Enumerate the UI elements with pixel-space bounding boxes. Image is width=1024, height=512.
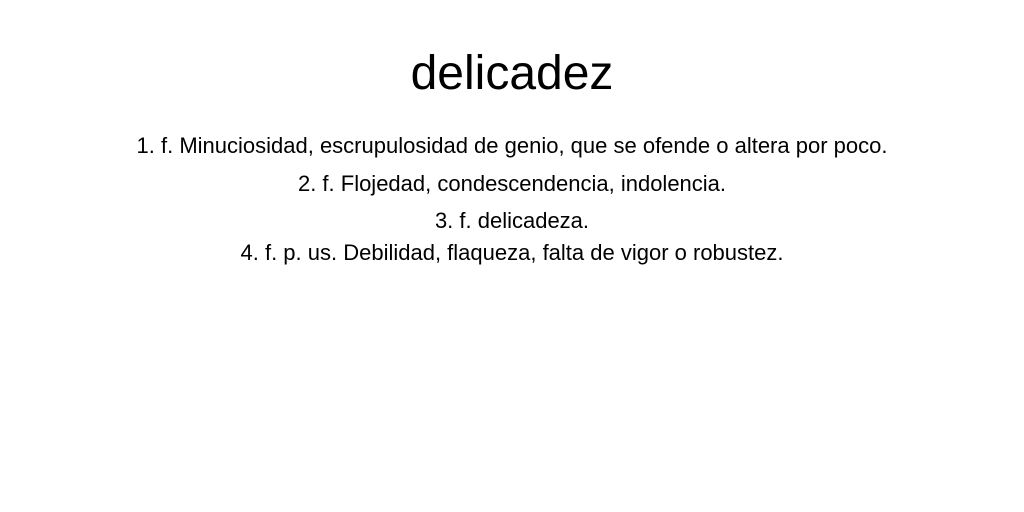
definition-list <box>0 130 1024 269</box>
definition-item: 1. f. Minuciosidad, escrupulosidad de genio, que se ofende o altera por poco. <box>136 133 888 158</box>
definition-item: 3. f. delicadeza. <box>434 208 590 233</box>
definition-item: 2. f. Flojedad, condescendencia, indolencia. <box>297 171 727 196</box>
definition-item: 4. f. p. us. Debilidad, flaqueza, falta de vigor o robustez. <box>240 240 784 265</box>
headword-title: delicadez <box>410 47 614 100</box>
